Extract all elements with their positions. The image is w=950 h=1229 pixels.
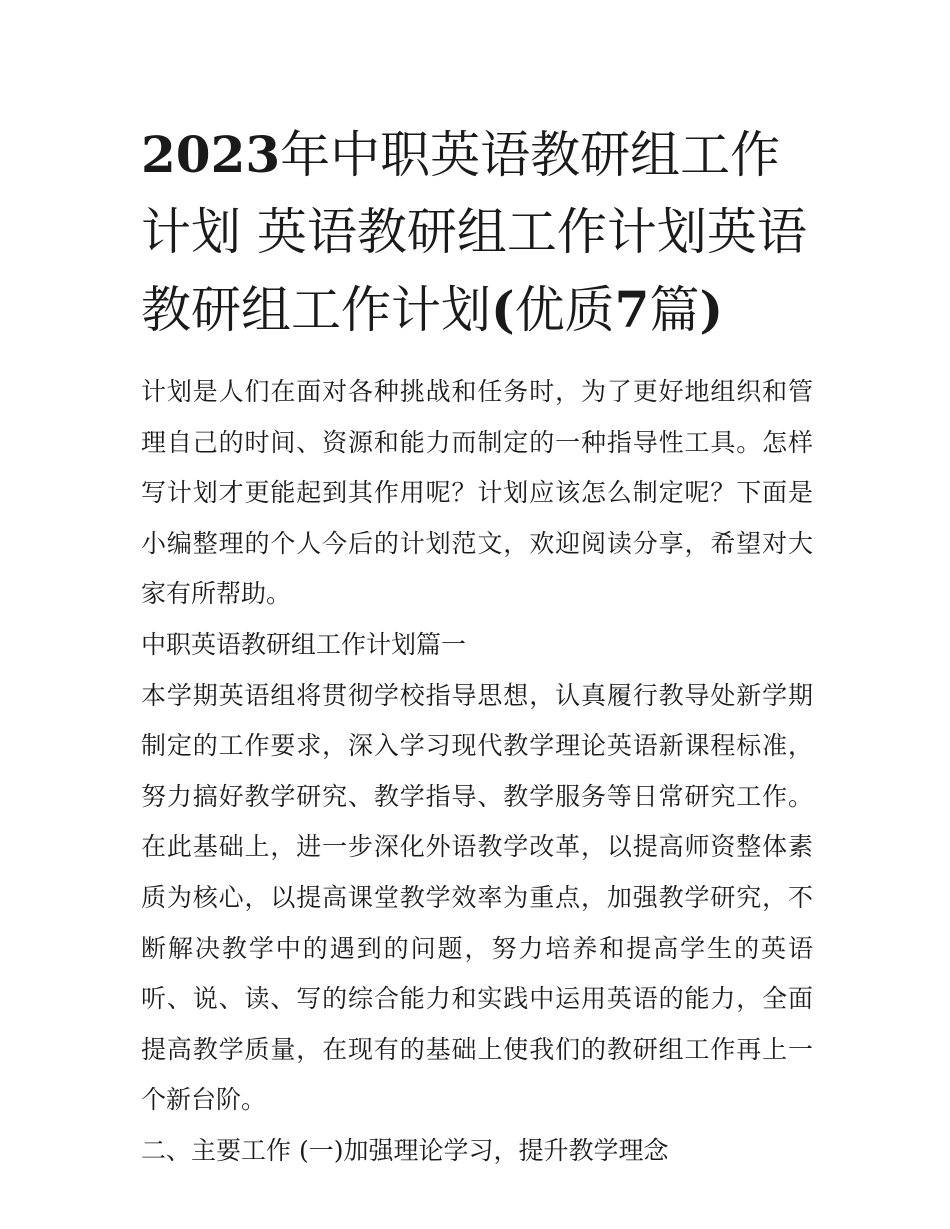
document-title: 2023年中职英语教研组工作计划 英语教研组工作计划英语教研组工作计划(优质7篇): [141, 125, 807, 339]
section-heading: 中职英语教研组工作计划篇一: [141, 629, 467, 659]
intro-paragraph: 计划是人们在面对各种挑战和任务时，为了更好地组织和管理自己的时间、资源和能力而制定的一种指导性工具。怎样写计划才更能起到其作用呢？计划应该怎么制定呢？下面是小编整理的个人今后的计划范文，欢迎阅读分享，希望对大家有所帮助。: [141, 377, 813, 609]
body-paragraph: 本学期英语组将贯彻学校指导思想，认真履行教导处新学期制定的工作要求，深入学习现代教学理论英语新课程标准，努力搞好教学研究、教学指导、教学服务等日常研究工作。在此基础上，进一步深化外语教学改革，以提高师资整体素质为核心，以提高课堂教学效率为重点，加强教学研究，不断解决教学中的遇到的问题，努力培养和提高学生的英语听、说、读、写的综合能力和实践中运用英语的能力，全面提高教学质量，在现有的基础上使我们的教研组工作再上一个新台阶。: [141, 680, 813, 1115]
subsection-heading: 二、主要工作 (一)加强理论学习，提升教学理念: [141, 1135, 669, 1165]
document-body: [141, 116, 813, 1177]
